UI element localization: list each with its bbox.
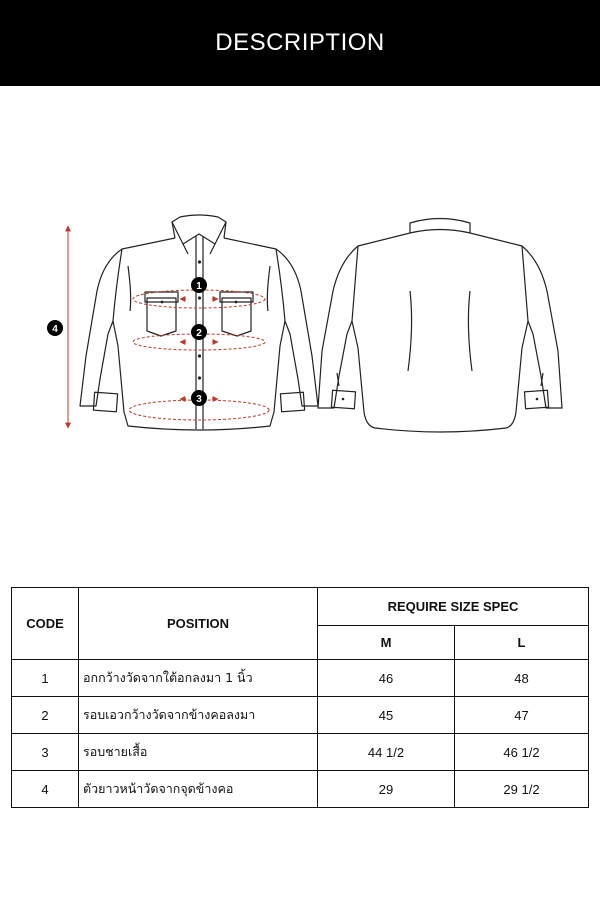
header-size-l: L	[455, 626, 589, 660]
row-position: รอบชายเสื้อ	[79, 734, 318, 771]
row-size-l: 29 1/2	[455, 771, 589, 808]
measure-lines	[68, 226, 269, 428]
header-size-m: M	[318, 626, 455, 660]
marker-3	[191, 390, 207, 406]
row-size-l: 46 1/2	[455, 734, 589, 771]
marker-2	[191, 324, 207, 340]
svg-text:3: 3	[196, 394, 202, 405]
marker-1	[191, 277, 207, 293]
header-title: DESCRIPTION	[215, 29, 385, 56]
row-size-m: 29	[318, 771, 455, 808]
row-size-l: 47	[455, 697, 589, 734]
svg-text:1: 1	[196, 281, 202, 292]
row-position: รอบเอวกว้างวัดจากข้างคอลงมา	[79, 697, 318, 734]
row-size-m: 45	[318, 697, 455, 734]
marker-4	[47, 320, 63, 336]
svg-text:4: 4	[52, 324, 58, 335]
table-row	[12, 771, 589, 808]
table-row	[12, 660, 589, 697]
header-code: CODE	[12, 588, 79, 660]
row-position: ตัวยาวหน้าวัดจากจุดข้างคอ	[79, 771, 318, 808]
size-spec-table	[11, 587, 589, 808]
row-code: 4	[12, 771, 79, 808]
svg-text:2: 2	[196, 328, 202, 339]
header-position: POSITION	[79, 588, 318, 660]
row-code: 2	[12, 697, 79, 734]
row-size-m: 46	[318, 660, 455, 697]
row-code: 1	[12, 660, 79, 697]
row-size-l: 48	[455, 660, 589, 697]
table-row	[12, 697, 589, 734]
header-require-size-spec: REQUIRE SIZE SPEC	[318, 588, 589, 626]
header-bar	[0, 0, 600, 86]
shirt-drawing	[0, 86, 600, 586]
back-shirt	[318, 219, 562, 433]
row-size-m: 44 1/2	[318, 734, 455, 771]
back-buttons	[342, 398, 539, 401]
shirt-diagram	[0, 86, 600, 586]
row-position: อกกว้างวัดจากใต้อกลงมา 1 นิ้ว	[79, 660, 318, 697]
table-row	[12, 734, 589, 771]
row-code: 3	[12, 734, 79, 771]
